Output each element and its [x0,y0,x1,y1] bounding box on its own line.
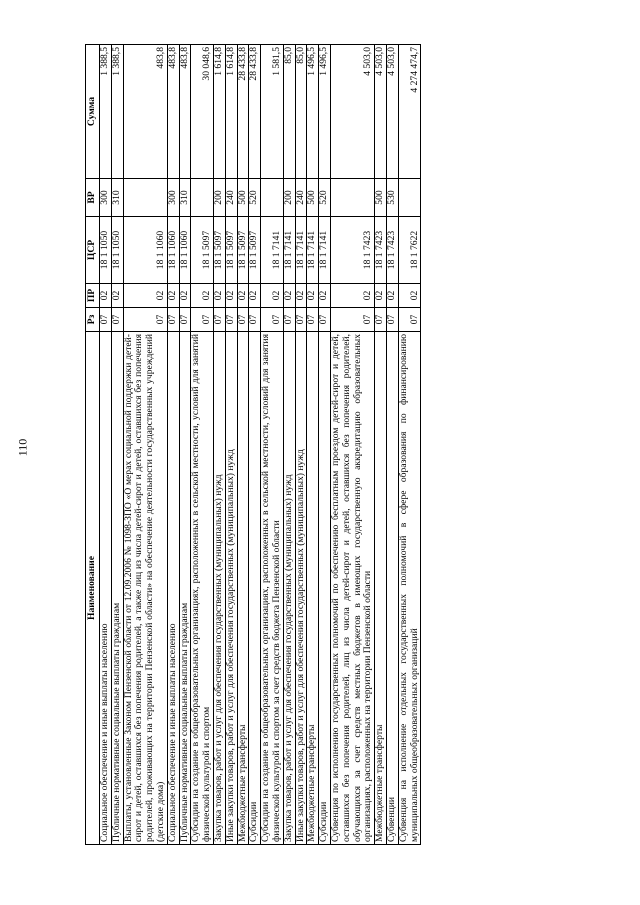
table-row [249,45,261,845]
cell-name: Иные закупки товаров, работ и услуг для обеспечения государственных (муниципальных) нужд [295,332,307,845]
cell-pr: 02 [386,284,398,308]
cell-sum: 1 614,8 [213,45,225,179]
cell-name: Субвенция на исполнение отдельных государственных полномочий в сфере образования по финансированию муниципальных общеобразовательных организаций [398,332,421,845]
table-row [261,45,284,845]
cell-name: Выплаты, установленные Законом Пензенской области от 12.09.2006 № 1098-ЗПО «О мерах социальной поддержки детей-сирот и детей, оставшихся без попечения родителей, а также лиц из числа детей-сирот и детей, оставшихся без попечения родителей, проживающих на территории Пензенской области» на обеспечение деятельности государственных учреждений (детские дома) [123,332,167,845]
cell-name: Закупка товаров, работ и услуг для обеспечения государственных (муниципальных) нужд [213,332,225,845]
cell-sum: 1 614,8 [225,45,237,179]
cell-csr: 18 1 7141 [283,217,295,284]
cell-rz: 07 [225,308,237,332]
table-header-row [86,45,100,845]
cell-name: Социальное обеспечение и иные выплаты населению [167,332,179,845]
cell-name: Субсидии на создание в общеобразовательных организациях, расположенных в сельской местности, условий для занятий физической культурой и спортом [191,332,214,845]
cell-vr [191,179,214,217]
cell-sum: 4 274 474,7 [398,45,421,179]
cell-pr: 02 [100,284,112,308]
table-row [283,45,295,845]
cell-pr: 02 [167,284,179,308]
cell-name: Иные закупки товаров, работ и услуг для обеспечения государственных (муниципальных) нужд [225,332,237,845]
header-pr: ПР [86,284,100,308]
cell-pr: 02 [111,284,123,308]
cell-pr: 02 [213,284,225,308]
table-row [225,45,237,845]
cell-sum: 1 388,5 [111,45,123,179]
cell-rz: 07 [295,308,307,332]
table-row [386,45,398,845]
cell-rz: 07 [283,308,295,332]
cell-vr: 200 [213,179,225,217]
cell-rz: 07 [249,308,261,332]
cell-rz: 07 [261,308,284,332]
table-row [213,45,225,845]
cell-name: Межбюджетные трансферты [237,332,249,845]
cell-csr: 18 1 1060 [167,217,179,284]
cell-csr: 18 1 7141 [295,217,307,284]
cell-sum: 1 388,5 [100,45,112,179]
cell-vr: 500 [307,179,319,217]
cell-sum: 1 496,5 [307,45,319,179]
cell-sum: 28 433,8 [237,45,249,179]
cell-sum: 483,8 [123,45,167,179]
cell-pr: 02 [249,284,261,308]
cell-vr [330,179,374,217]
cell-rz: 07 [123,308,167,332]
cell-sum: 4 503,0 [386,45,398,179]
cell-name: Межбюджетные трансферты [375,332,387,845]
cell-rz: 07 [398,308,421,332]
cell-csr: 18 1 7141 [319,217,331,284]
table-row [237,45,249,845]
cell-rz: 07 [330,308,374,332]
table-row [179,45,191,845]
cell-name: Публичные нормативные социальные выплаты гражданам [179,332,191,845]
cell-rz: 07 [213,308,225,332]
cell-pr: 02 [283,284,295,308]
header-vr: ВР [86,179,100,217]
cell-vr [398,179,421,217]
cell-vr: 240 [295,179,307,217]
cell-csr: 18 1 7622 [398,217,421,284]
cell-sum: 30 048,6 [191,45,214,179]
cell-name: Социальное обеспечение и иные выплаты населению [100,332,112,845]
cell-pr: 02 [307,284,319,308]
cell-pr: 02 [319,284,331,308]
cell-sum: 4 503,0 [375,45,387,179]
table-row [375,45,387,845]
cell-pr: 02 [237,284,249,308]
cell-name: Субвенция по исполнению государственных полномочий по обеспечению бесплатным проездом детей-сирот и детей, оставшихся без попечения родителей, лиц из числа детей-сирот и детей, оставшихся без попечения родителей, обучающихся за счет средств местных бюджетов в имеющих государственную аккредитацию образовательных организациях, расположенных на территории Пензенской области [330,332,374,845]
cell-rz: 07 [100,308,112,332]
table-row [167,45,179,845]
table-row [191,45,214,845]
cell-vr: 310 [179,179,191,217]
cell-sum: 85,0 [295,45,307,179]
cell-name: Субвенции [386,332,398,845]
table-row [307,45,319,845]
cell-sum: 4 503,0 [330,45,374,179]
cell-name: Закупка товаров, работ и услуг для обеспечения государственных (муниципальных) нужд [283,332,295,845]
cell-csr: 18 1 1050 [100,217,112,284]
table-row [398,45,421,845]
cell-vr [123,179,167,217]
cell-name: Публичные нормативные социальные выплаты гражданам [111,332,123,845]
cell-vr: 520 [319,179,331,217]
cell-name: Субсидии [249,332,261,845]
cell-csr: 18 1 7423 [375,217,387,284]
cell-csr: 18 1 5097 [225,217,237,284]
header-csr: ЦСР [86,217,100,284]
cell-csr: 18 1 1060 [123,217,167,284]
cell-vr [261,179,284,217]
cell-vr: 520 [249,179,261,217]
cell-csr: 18 1 7423 [330,217,374,284]
cell-rz: 07 [191,308,214,332]
cell-vr: 310 [111,179,123,217]
header-name: Наименование [86,332,100,845]
cell-vr: 500 [375,179,387,217]
cell-csr: 18 1 5097 [213,217,225,284]
cell-rz: 07 [237,308,249,332]
cell-csr: 18 1 7141 [261,217,284,284]
rotated-page-content [85,45,585,845]
cell-pr: 02 [191,284,214,308]
cell-sum: 483,8 [179,45,191,179]
cell-pr: 02 [375,284,387,308]
cell-sum: 1 581,5 [261,45,284,179]
cell-rz: 07 [386,308,398,332]
cell-sum: 1 496,5 [319,45,331,179]
header-sum: Сумма [86,45,100,179]
cell-rz: 07 [319,308,331,332]
table-row [100,45,112,845]
table-row [123,45,167,845]
budget-table [85,44,421,845]
cell-pr: 02 [225,284,237,308]
cell-vr: 530 [386,179,398,217]
cell-name: Межбюджетные трансферты [307,332,319,845]
cell-rz: 07 [375,308,387,332]
cell-sum: 483,8 [167,45,179,179]
cell-vr: 300 [100,179,112,217]
cell-rz: 07 [307,308,319,332]
cell-name: Субсидии на создание в общеобразовательных организациях, расположенных в сельской местности, условий для занятия физической культурой и спортом за счет средств бюджета Пензенской области [261,332,284,845]
cell-name: Субсидии [319,332,331,845]
cell-csr: 18 1 1060 [179,217,191,284]
cell-pr: 02 [179,284,191,308]
cell-rz: 07 [179,308,191,332]
cell-csr: 18 1 5097 [191,217,214,284]
table-row [319,45,331,845]
table-row [111,45,123,845]
cell-csr: 18 1 5097 [249,217,261,284]
table-row [330,45,374,845]
cell-vr: 200 [283,179,295,217]
cell-vr: 500 [237,179,249,217]
cell-csr: 18 1 7423 [386,217,398,284]
cell-vr: 240 [225,179,237,217]
cell-pr: 02 [123,284,167,308]
page-number: 110 [15,438,30,457]
cell-sum: 28 433,8 [249,45,261,179]
cell-pr: 02 [398,284,421,308]
cell-csr: 18 1 1050 [111,217,123,284]
cell-rz: 07 [111,308,123,332]
header-rz: Рз [86,308,100,332]
cell-pr: 02 [261,284,284,308]
cell-rz: 07 [167,308,179,332]
cell-vr: 300 [167,179,179,217]
cell-csr: 18 1 5097 [237,217,249,284]
cell-pr: 02 [330,284,374,308]
cell-sum: 85,0 [283,45,295,179]
cell-csr: 18 1 7141 [307,217,319,284]
table-row [295,45,307,845]
cell-pr: 02 [295,284,307,308]
